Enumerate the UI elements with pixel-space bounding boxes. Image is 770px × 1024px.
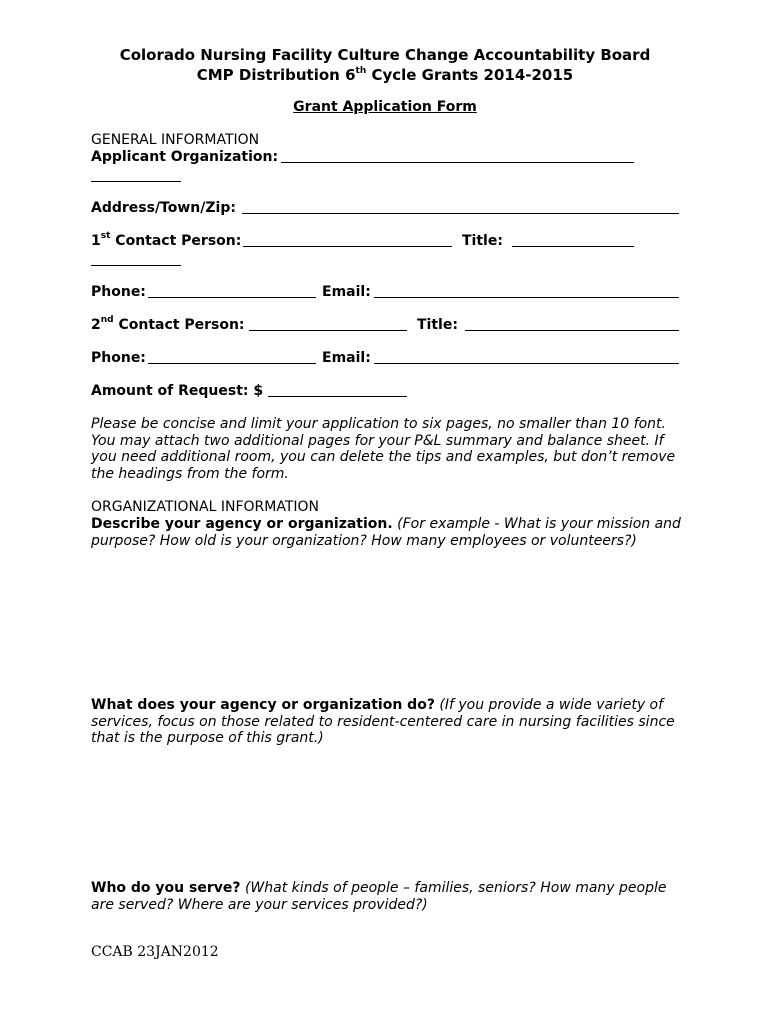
organizational-section-heading: ORGANIZATIONAL INFORMATION (91, 499, 319, 515)
question-who-served (91, 880, 691, 913)
question-agency-activities-hint: (If you provide a wide variety of services, focus on those related to resident-centered care in nursing facilities since that is the purpose of this grant.) (91, 697, 675, 746)
general-section-heading: GENERAL INFORMATION (91, 132, 260, 148)
title1-field-continued[interactable] (91, 265, 181, 266)
contact1-label (91, 233, 241, 249)
question-who-served-label: Who do you serve? (91, 880, 241, 896)
contact2-field[interactable] (249, 330, 407, 331)
applicant-org-label: Applicant Organization: (91, 149, 279, 165)
email1-field[interactable] (374, 297, 679, 298)
address-label: Address/Town/Zip: (91, 200, 236, 216)
header-line-2 (0, 66, 770, 84)
header-line-2-suffix: Cycle Grants 2014-2015 (366, 66, 574, 84)
title1-label: Title: (462, 233, 503, 249)
contact1-text: Contact Person: (110, 233, 242, 249)
amount-field[interactable] (268, 396, 407, 397)
question-agency-activities-label: What does your agency or organization do? (91, 697, 435, 713)
header-line-1: Colorado Nursing Facility Culture Change Accountability Board (119, 46, 651, 64)
email2-field[interactable] (374, 363, 679, 364)
applicant-org-field[interactable] (281, 162, 634, 163)
contact2-text: Contact Person: (113, 317, 245, 333)
phone1-label: Phone: (91, 284, 146, 300)
header-line-2-sup: th (355, 66, 367, 76)
address-field[interactable] (242, 213, 679, 214)
contact1-field[interactable] (243, 246, 452, 247)
applicant-org-field-continued[interactable] (91, 181, 181, 182)
title1-field[interactable] (512, 246, 634, 247)
email1-label: Email: (322, 284, 371, 300)
question-describe-agency-hint: (For example - What is your mission and purpose? How old is your organization? How many employees or volunteers?) (91, 516, 681, 549)
contact1-number: 1 (91, 233, 101, 249)
question-describe-agency-label: Describe your agency or organization. (91, 516, 393, 532)
amount-label: Amount of Request: $ (91, 383, 264, 399)
footer-code: CCAB 23JAN2012 (91, 944, 219, 960)
title2-label: Title: (417, 317, 458, 333)
email2-label: Email: (322, 350, 371, 366)
header-line-2-prefix: CMP Distribution 6 (196, 66, 356, 84)
phone2-field[interactable] (148, 363, 316, 364)
instructions-text: Please be concise and limit your application to six pages, no smaller than 10 font. You may attach two additional pages for your P&L summary and balance sheet. If you need additional room, you can delete the tips and examples, but don’t remove the headings from the form. (91, 416, 676, 482)
title2-field[interactable] (465, 330, 679, 331)
contact2-sup: nd (100, 315, 114, 326)
contact2-number: 2 (91, 317, 101, 333)
contact1-sup: st (100, 231, 111, 242)
phone2-label: Phone: (91, 350, 146, 366)
question-agency-activities (91, 697, 691, 747)
form-title: Grant Application Form (293, 99, 477, 115)
question-describe-agency (91, 516, 691, 549)
phone1-field[interactable] (148, 297, 316, 298)
question-who-served-hint: (What kinds of people – families, seniors? How many people are served? Where are your services provided?) (91, 880, 667, 913)
contact2-label (91, 317, 245, 333)
